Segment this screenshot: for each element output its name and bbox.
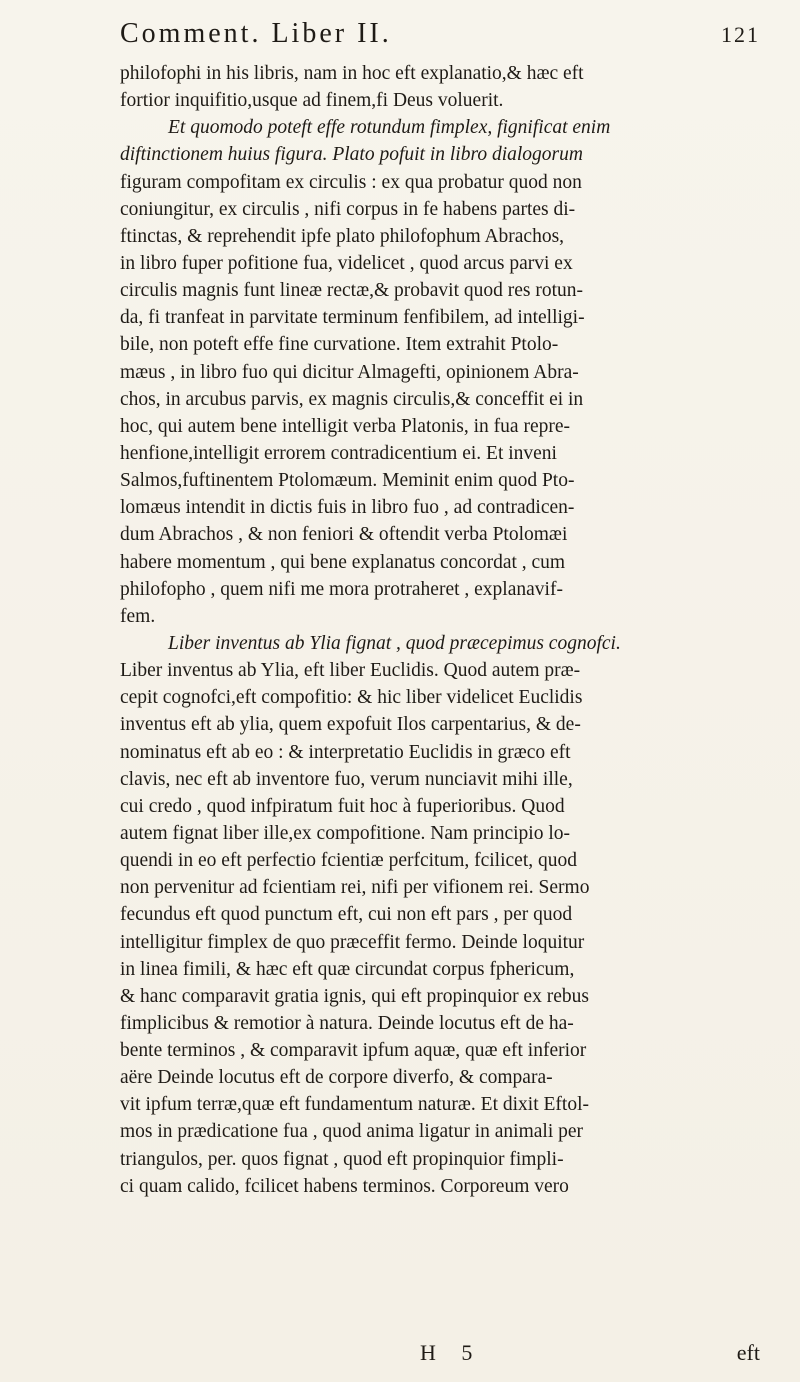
text-line: inventus eft ab ylia, quem expofuit Ilos carpentarius, & de- — [120, 714, 581, 736]
text-line-heading: Liber inventus ab Ylia fignat , quod præcepimus cognofci. — [168, 632, 621, 654]
text-line: in linea fimili, & hæc eft quæ circundat corpus fphericum, — [120, 958, 575, 980]
catchword: eft — [736, 1340, 760, 1365]
text-line: dum Abrachos , & non feniori & oftendit verba Ptolomæi — [120, 524, 568, 546]
text-line: coniungitur, ex circulis , nifi corpus in fe habens partes di- — [120, 198, 576, 220]
text-line: hoc, qui autem bene intelligit verba Platonis, in fua repre- — [120, 415, 570, 437]
text-line: fem. — [120, 605, 156, 627]
text-line: quendi in eo eft perfectio fcientiæ perfcitum, fcilicet, quod — [120, 850, 577, 872]
page-footer — [120, 1340, 760, 1372]
text-line: habere momentum , qui bene explanatus concordat , cum — [120, 551, 566, 573]
text-line: mæus , in libro fuo qui dicitur Almagefti, opinionem Abra- — [120, 361, 579, 383]
text-line: autem fignat liber ille,ex compofitione. Nam principio lo- — [120, 822, 570, 844]
text-line: henfione,intelligit errorem contradicentium ei. Et inveni — [120, 442, 557, 464]
text-line: Salmos,fuftinentem Ptolomæum. Meminit enim quod Pto- — [120, 470, 575, 492]
text-line: in libro fuper pofitione fua, videlicet , quod arcus parvi ex — [120, 252, 573, 274]
text-line: da, fi tranfeat in parvitate terminum fenfibilem, ad intelligi- — [120, 307, 585, 329]
text-line: circulis magnis funt lineæ rectæ,& probavit quod res rotun- — [120, 280, 584, 302]
text-line: fimplicibus & remotior à natura. Deinde locutus eft de ha- — [120, 1012, 574, 1034]
text-line: figuram compofitam ex circulis : ex qua probatur quod non — [120, 171, 582, 193]
page-header — [120, 18, 760, 58]
text-line: bente terminos , & comparavit ipfum aquæ, quæ eft inferior — [120, 1040, 587, 1062]
text-line: philofophi in his libris, nam in hoc eft explanatio,& hæc eft — [120, 63, 584, 84]
text-line: lomæus intendit in dictis fuis in libro fuo , ad contradicen- — [120, 497, 575, 519]
signature-mark: H 5 — [420, 1340, 483, 1365]
text-line-heading: diftinctionem huius figura. Plato pofuit in libro dialogorum — [120, 144, 583, 166]
text-line: ftinctas, & reprehendit ipfe plato philofophum Abrachos, — [120, 225, 565, 247]
text-line: Liber inventus ab Ylia, eft liber Euclidis. Quod autem præ- — [120, 660, 581, 682]
text-line: fecundus eft quod punctum eft, cui non eft pars , per quod — [120, 904, 573, 926]
text-line: cui credo , quod infpiratum fuit hoc à fuperioribus. Quod — [120, 795, 565, 817]
text-body — [120, 60, 760, 1200]
text-line: aëre Deinde locutus eft de corpore diverfo, & compara- — [120, 1067, 553, 1089]
page-number: 121 — [721, 22, 760, 47]
text-line: clavis, nec eft ab inventore fuo, verum nunciavit mihi ille, — [120, 768, 573, 790]
running-head: Comment. Liber II. — [120, 18, 392, 49]
text-line: chos, in arcubus parvis, ex magnis circulis,& conceffit ei in — [120, 388, 584, 410]
text-line: bile, non poteft effe fine curvatione. Item extrahit Ptolo- — [120, 334, 559, 356]
text-line: triangulos, per. quos fignat , quod eft propinquior fimpli- — [120, 1148, 564, 1170]
text-line: & hanc comparavit gratia ignis, qui eft propinquior ex rebus — [120, 985, 589, 1007]
text-line: mos in prædicatione fua , quod anima ligatur in animali per — [120, 1121, 584, 1143]
text-line: nominatus eft ab eo : & interpretatio Euclidis in græco eft — [120, 741, 571, 763]
text-line: non pervenitur ad fcientiam rei, nifi per vifionem rei. Sermo — [120, 877, 590, 899]
text-line: intelligitur fimplex de quo præceffit fermo. Deinde loquitur — [120, 931, 585, 953]
text-line: fortior inquifitio,usque ad finem,fi Deus voluerit. — [120, 90, 504, 112]
text-line-heading: Et quomodo poteft effe rotundum fimplex, fignificat enim — [168, 117, 611, 139]
text-line: vit ipfum terræ,quæ eft fundamentum naturæ. Et dixit Eftol- — [120, 1094, 589, 1116]
text-line: philofopho , quem nifi me mora protraheret , explanavif- — [120, 578, 563, 600]
text-line: cepit cognofci,eft compofitio: & hic liber videlicet Euclidis — [120, 687, 583, 709]
text-line: ci quam calido, fcilicet habens terminos. Corporeum vero — [120, 1175, 569, 1197]
